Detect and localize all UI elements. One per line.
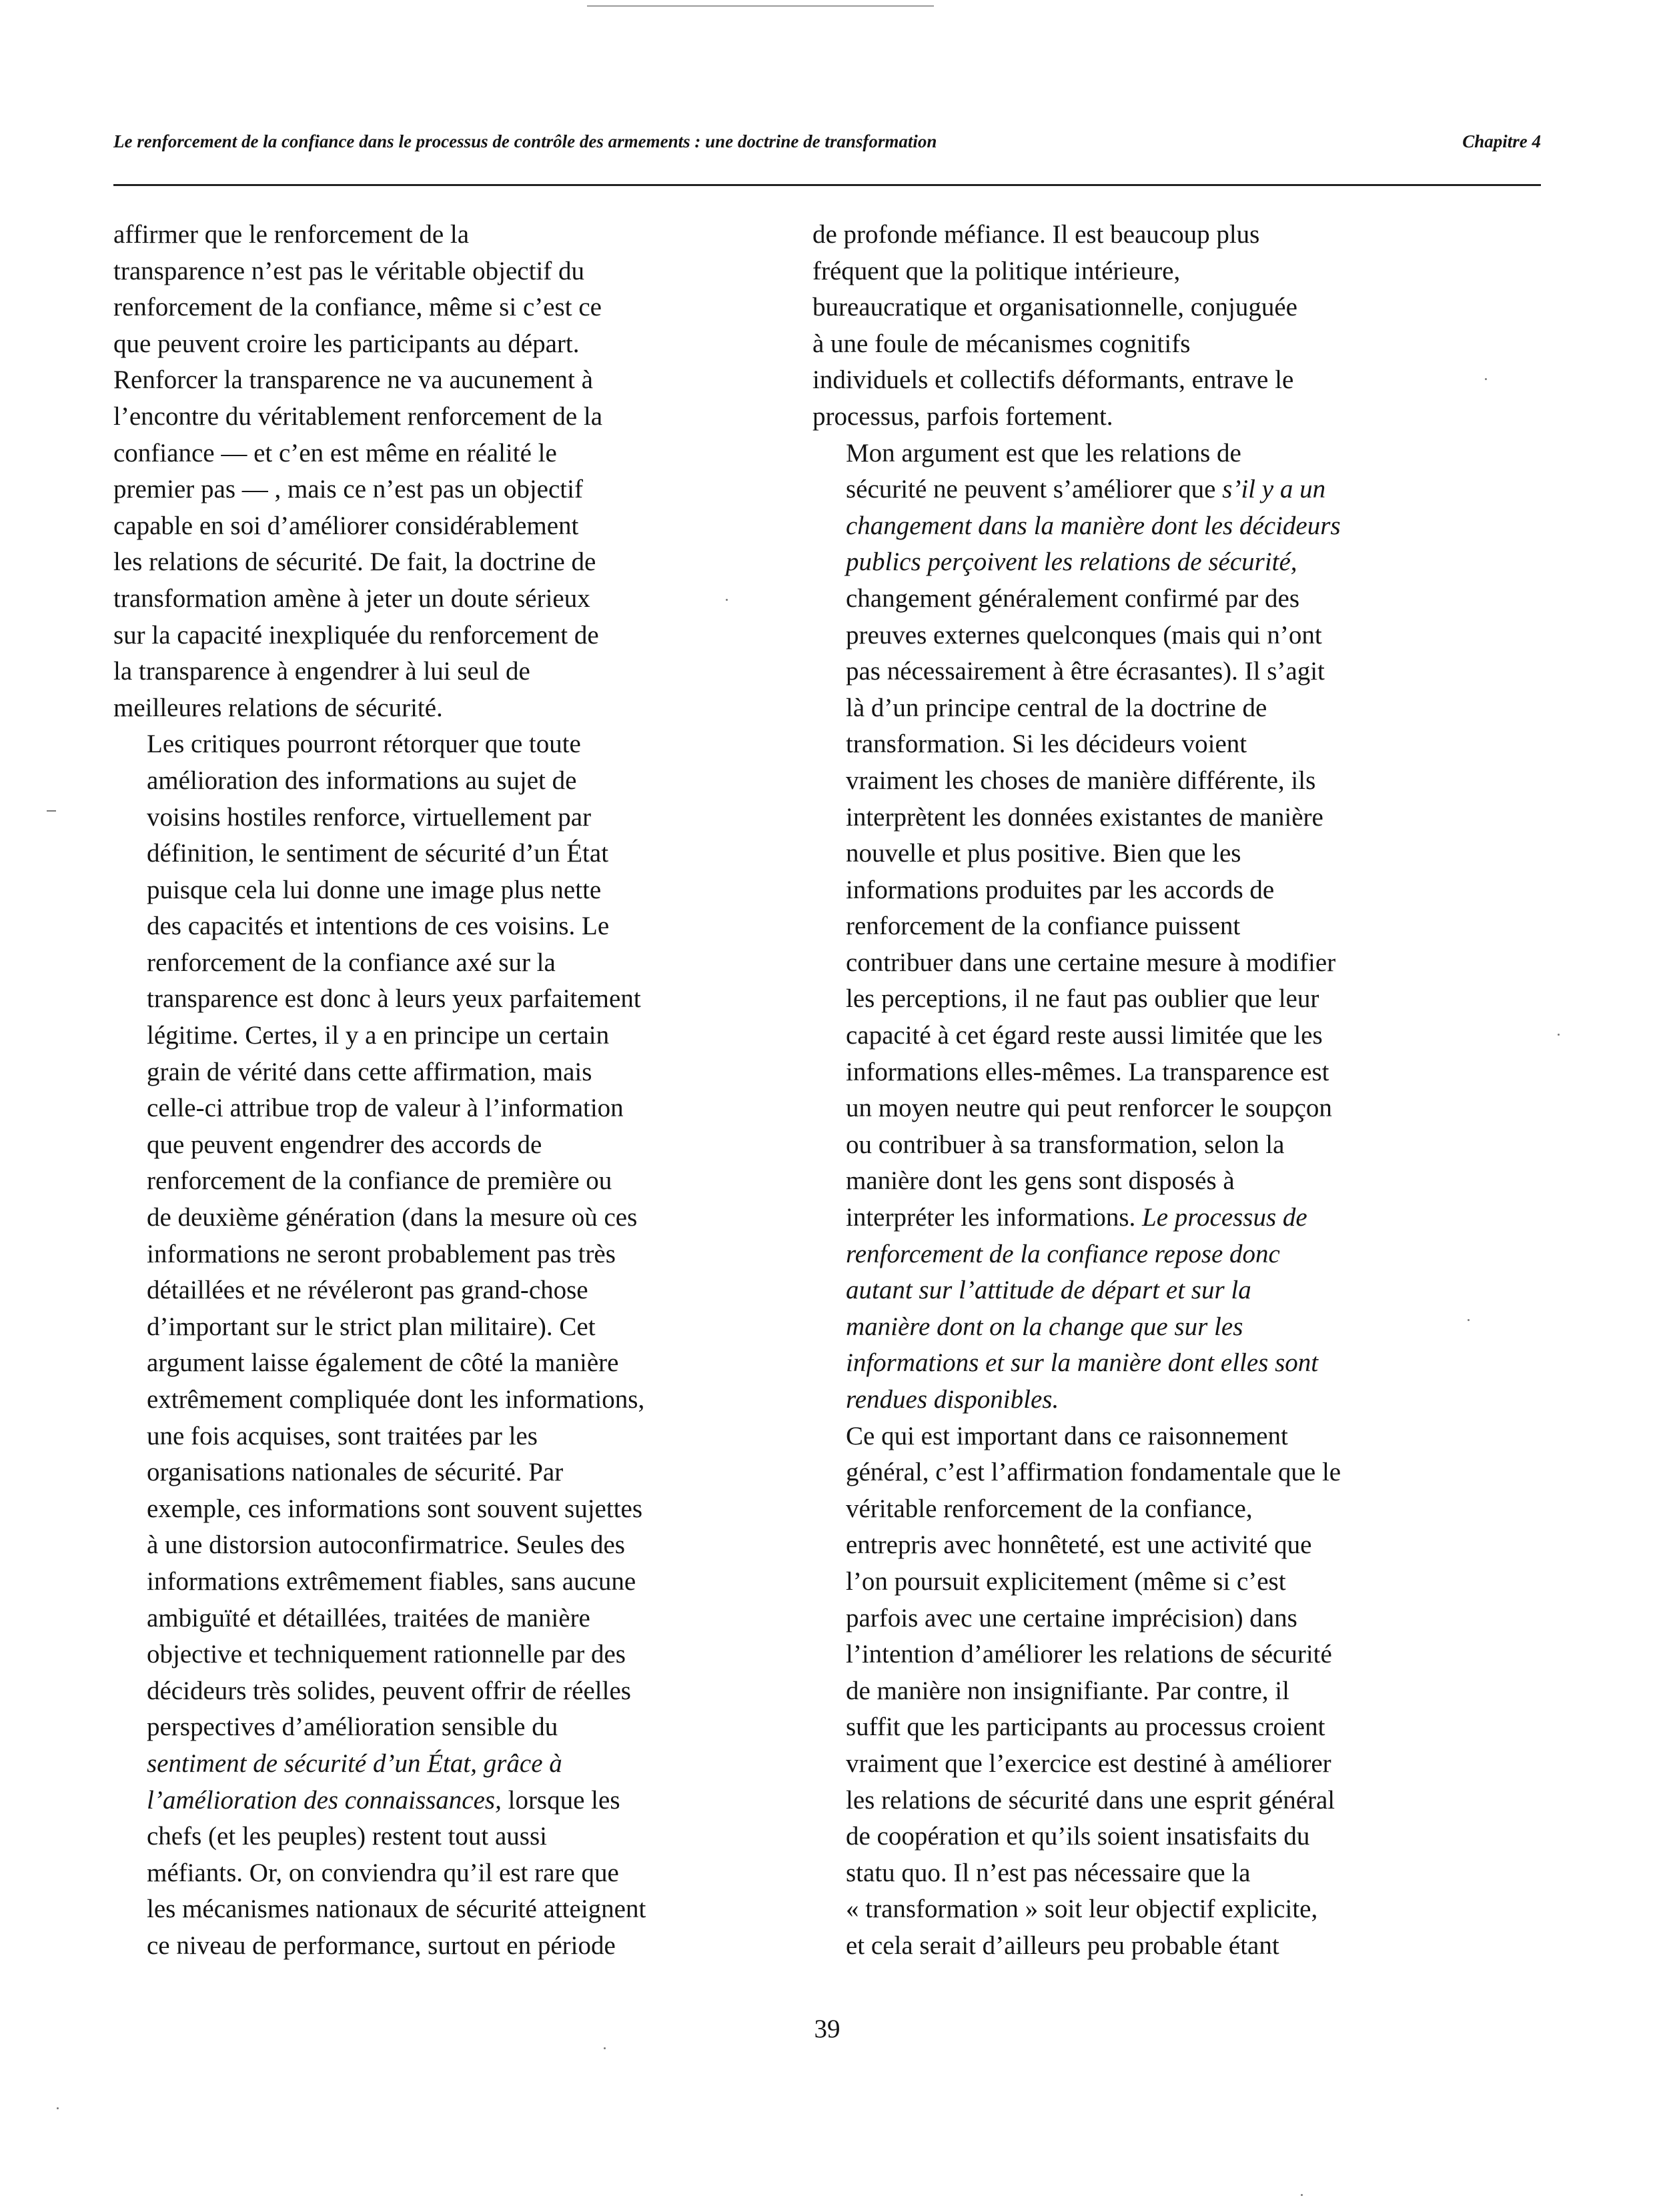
scan-speck (57, 2107, 59, 2109)
text-line: perspectives d’amélioration sensible du (147, 1713, 558, 1742)
top-scan-rule (587, 5, 934, 7)
text-line: parfois avec une certaine imprécision) dans (846, 1603, 1297, 1632)
scan-speck (1301, 2194, 1303, 2196)
text-line: là d’un principe central de la doctrine de (846, 693, 1267, 722)
italic-phrase: Le processus de (1142, 1203, 1307, 1232)
text-line: transformation. Si les décideurs voient (846, 730, 1247, 759)
text-line: puisque cela lui donne une image plus nette (147, 875, 602, 904)
text-line: à une foule de mécanismes cognitifs (812, 329, 1191, 358)
text-line: de deuxième génération (dans la mesure où ces (147, 1203, 638, 1232)
text-line: capable en soi d’améliorer considérablement (113, 511, 579, 540)
text-line: premier pas — , mais ce n’est pas un objectif (113, 475, 583, 504)
running-header (113, 125, 1541, 157)
text-line: informations elles-mêmes. La transparence est (846, 1057, 1329, 1086)
text-line: de manière non insignifiante. Par contre, il (846, 1676, 1289, 1705)
text-line: celle-ci attribue trop de valeur à l’information (147, 1094, 624, 1123)
italic-text-line: autant sur l’attitude de départ et sur la (846, 1276, 1251, 1305)
italic-text-line: manière dont on la change que sur les (846, 1312, 1243, 1341)
italic-phrase: s’il y a un (1222, 475, 1326, 504)
text-line: pas nécessairement à être écrasantes). Il s’agit (846, 657, 1325, 686)
text-line: capacité à cet égard reste aussi limitée que les (846, 1021, 1323, 1050)
text-line: informations extrêmement fiables, sans aucune (147, 1566, 636, 1596)
left-column (113, 217, 767, 1965)
left-paragraph-1 (113, 217, 767, 726)
text-line: preuves externes quelconques (mais qui n’ont (846, 620, 1322, 650)
text-line: fréquent que la politique intérieure, (812, 256, 1181, 285)
scan-speck (1485, 378, 1487, 380)
text-line: transformation amène à jeter un doute sérieux (113, 584, 590, 613)
text-line: les perceptions, il ne faut pas oublier que leur (846, 984, 1319, 1014)
text-line: individuels et collectifs déformants, entrave le (812, 365, 1294, 395)
text-line: renforcement de la confiance axé sur la (147, 948, 556, 977)
text-line: extrêmement compliquée dont les informations, (147, 1385, 645, 1414)
text-line: méfiants. Or, on conviendra qu’il est rare que (147, 1858, 619, 1887)
text-line: argument laisse également de côté la manière (147, 1348, 619, 1378)
text-line: les relations de sécurité. De fait, la doctrine de (113, 547, 596, 577)
text-line: amélioration des informations au sujet de (147, 766, 577, 795)
text-line: organisations nationales de sécurité. Par (147, 1458, 564, 1487)
left-paragraph-2 (113, 726, 767, 1964)
text-line: informations ne seront probablement pas très (147, 1239, 616, 1268)
mixed-text-line (812, 1200, 1466, 1236)
text-line: ce niveau de performance, surtout en période (147, 1931, 616, 1960)
text-line: sur la capacité inexpliquée du renforcement de (113, 620, 599, 650)
italic-text-line: rendues disponibles. (846, 1385, 1059, 1414)
text-line: que peuvent engendrer des accords de (147, 1130, 542, 1159)
text-line: nouvelle et plus positive. Bien que les (846, 839, 1241, 868)
right-paragraph-2 (812, 435, 1466, 1418)
right-paragraph-1 (812, 217, 1466, 435)
text-line: vraiment que l’exercice est destiné à améliorer (846, 1749, 1331, 1778)
text-line: véritable renforcement de la confiance, (846, 1494, 1253, 1523)
text-line: interprètent les données existantes de manière (846, 802, 1323, 832)
italic-text-line: informations et sur la manière dont elles sont (846, 1348, 1319, 1378)
text-line: Ce qui est important dans ce raisonnement (846, 1421, 1288, 1450)
text-line: à une distorsion autoconfirmatrice. Seules des (147, 1530, 625, 1560)
text-line: renforcement de la confiance puissent (846, 912, 1241, 941)
italic-phrase: l’amélioration des connaissances, (147, 1785, 502, 1815)
running-header-title: Le renforcement de la confiance dans le processus de contrôle des armements : une doctrine de transformation (113, 131, 937, 151)
scan-speck (726, 599, 728, 601)
text-line: définition, le sentiment de sécurité d’un État (147, 839, 609, 868)
text-line: la transparence à engendrer à lui seul de (113, 657, 530, 686)
text-line: manière dont les gens sont disposés à (846, 1166, 1235, 1196)
running-header-chapter: Chapitre 4 (1462, 131, 1541, 151)
scan-speck (1558, 1034, 1560, 1036)
italic-text-line: renforcement de la confiance repose donc (846, 1239, 1280, 1268)
text-line: Les critiques pourront rétorquer que toute (147, 730, 581, 759)
text-line: processus, parfois fortement. (812, 401, 1113, 431)
italic-text-line: changement dans la manière dont les décideurs (846, 511, 1341, 540)
text-line: chefs (et les peuples) restent tout aussi (147, 1822, 547, 1851)
text-line: entrepris avec honnêteté, est une activité que (846, 1530, 1312, 1560)
text-line: de profonde méfiance. Il est beaucoup plus (812, 220, 1260, 249)
text-line: objective et techniquement rationnelle par des (147, 1640, 626, 1669)
text-line: changement généralement confirmé par des (846, 584, 1300, 613)
scan-speck (1468, 1319, 1470, 1321)
plain-phrase: sécurité ne peuvent s’améliorer que (846, 475, 1223, 504)
mixed-text-line (113, 1783, 767, 1819)
plain-phrase: interpréter les informations. (846, 1203, 1143, 1232)
scan-speck (47, 810, 56, 812)
scan-speck (604, 2047, 606, 2049)
text-line: « transformation » soit leur objectif explicite, (846, 1895, 1318, 1924)
text-line: l’intention d’améliorer les relations de sécurité (846, 1640, 1332, 1669)
page-number: 39 (814, 2015, 841, 2043)
text-line: un moyen neutre qui peut renforcer le soupçon (846, 1094, 1332, 1123)
right-column (812, 217, 1466, 1965)
text-line: détaillées et ne révéleront pas grand-chose (147, 1276, 588, 1305)
text-line: voisins hostiles renforce, virtuellement par (147, 802, 592, 832)
text-line: l’encontre du véritablement renforcement de la (113, 401, 603, 431)
text-line: informations produites par les accords de (846, 875, 1275, 904)
text-line: renforcement de la confiance de première ou (147, 1166, 612, 1196)
text-line: l’on poursuit explicitement (même si c’est (846, 1566, 1286, 1596)
text-line: ou contribuer à sa transformation, selon la (846, 1130, 1285, 1159)
text-line: transparence est donc à leurs yeux parfaitement (147, 984, 641, 1014)
text-line: suffit que les participants au processus croient (846, 1713, 1325, 1742)
text-line: des capacités et intentions de ces voisins. Le (147, 912, 610, 941)
text-line: une fois acquises, sont traitées par les (147, 1421, 538, 1450)
text-line: Mon argument est que les relations de (846, 438, 1241, 467)
text-line: meilleures relations de sécurité. (113, 693, 443, 722)
text-line: décideurs très solides, peuvent offrir de réelles (147, 1676, 631, 1705)
italic-text-line: publics perçoivent les relations de sécurité, (846, 547, 1297, 577)
text-line: affirmer que le renforcement de la (113, 220, 470, 249)
plain-phrase: lorsque les (501, 1785, 620, 1815)
text-line: bureaucratique et organisationnelle, conjuguée (812, 293, 1297, 322)
text-line: ambiguïté et détaillées, traitées de manière (147, 1603, 590, 1632)
text-line: général, c’est l’affirmation fondamentale que le (846, 1458, 1341, 1487)
text-line: de coopération et qu’ils soient insatisfaits du (846, 1822, 1310, 1851)
text-line: les relations de sécurité dans une esprit général (846, 1785, 1335, 1815)
right-paragraph-3 (812, 1418, 1466, 1965)
text-line: Renforcer la transparence ne va aucunement à (113, 365, 593, 395)
text-line: confiance — et c’en est même en réalité le (113, 438, 557, 467)
italic-text-line: sentiment de sécurité d’un État, grâce à (147, 1749, 562, 1778)
text-line: statu quo. Il n’est pas nécessaire que la (846, 1858, 1251, 1887)
text-line: et cela serait d’ailleurs peu probable étant (846, 1931, 1279, 1960)
text-line: les mécanismes nationaux de sécurité atteignent (147, 1895, 646, 1924)
text-line: vraiment les choses de manière différente, ils (846, 766, 1316, 795)
text-line: d’important sur le strict plan militaire). Cet (147, 1312, 596, 1341)
header-rule (113, 184, 1541, 186)
text-line: que peuvent croire les participants au départ. (113, 329, 580, 358)
text-line: exemple, ces informations sont souvent sujettes (147, 1494, 643, 1523)
text-line: renforcement de la confiance, même si c’est ce (113, 293, 602, 322)
text-line: contribuer dans une certaine mesure à modifier (846, 948, 1336, 977)
text-line: légitime. Certes, il y a en principe un certain (147, 1021, 610, 1050)
text-line: transparence n’est pas le véritable objectif du (113, 256, 585, 285)
text-line: grain de vérité dans cette affirmation, mais (147, 1057, 592, 1086)
mixed-text-line (812, 471, 1466, 508)
